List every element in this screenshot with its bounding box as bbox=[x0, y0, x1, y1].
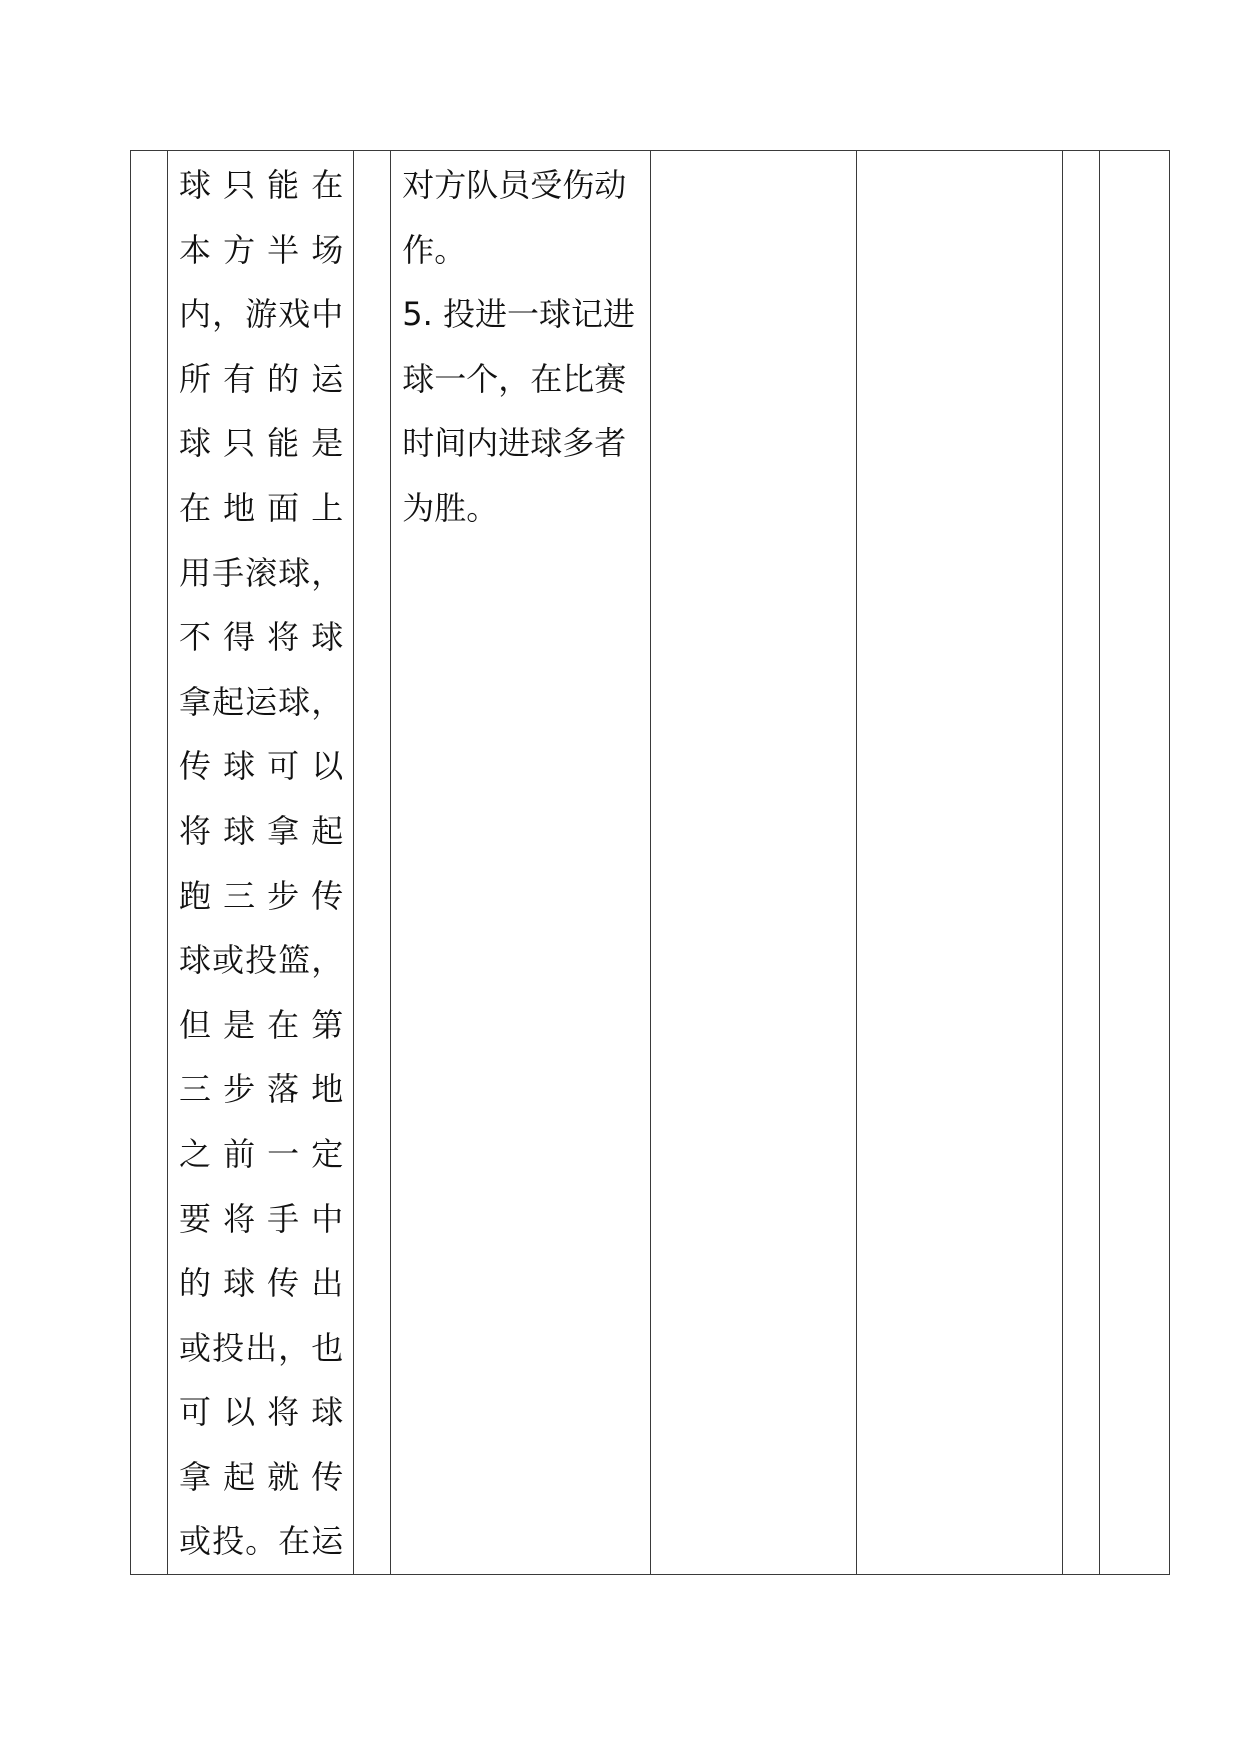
text-line: 或投。在运 bbox=[179, 1522, 344, 1561]
text-line: 球或投篮， bbox=[179, 941, 344, 980]
table-row bbox=[131, 151, 1170, 1575]
text-line: 所有的运 bbox=[179, 359, 344, 398]
text-line: 三步落地 bbox=[179, 1070, 344, 1109]
table-cell-col7 bbox=[1062, 151, 1099, 1575]
text-line: 拿起就传 bbox=[179, 1457, 344, 1496]
text-line: 用手滚球， bbox=[179, 553, 344, 592]
lesson-table bbox=[130, 150, 1170, 1575]
text-line: 对方队员受伤动 bbox=[402, 166, 627, 204]
text-line: 跑三步传 bbox=[179, 876, 344, 915]
table-cell-col2 bbox=[168, 151, 354, 1575]
text-line: 之前一定 bbox=[179, 1134, 344, 1173]
table-cell-col4 bbox=[391, 151, 651, 1575]
table-cell-col8 bbox=[1099, 151, 1169, 1575]
table-cell-col5 bbox=[651, 151, 856, 1575]
text-line: 或投出，也 bbox=[179, 1328, 344, 1367]
rules-text bbox=[168, 153, 353, 1574]
text-line: 在地面上 bbox=[179, 488, 344, 527]
text-line: 要将手中 bbox=[179, 1199, 344, 1238]
table-cell-col6 bbox=[856, 151, 1062, 1575]
text-line: 但是在第 bbox=[179, 1005, 344, 1044]
text-line: 球只能在 bbox=[179, 166, 344, 204]
text-line: 5. 投进一球记进 bbox=[402, 295, 635, 334]
text-line: 本方半场 bbox=[179, 230, 344, 269]
text-line: 球只能是 bbox=[179, 424, 344, 463]
text-line: 传球可以 bbox=[179, 747, 344, 786]
text-line: 为胜。 bbox=[402, 488, 499, 527]
text-line: 拿起运球， bbox=[179, 682, 344, 721]
table-cell-col3 bbox=[354, 151, 391, 1575]
text-line: 可以将球 bbox=[179, 1393, 344, 1432]
text-line: 不得将球 bbox=[179, 618, 344, 657]
text-line: 的球传出 bbox=[179, 1264, 344, 1303]
text-line: 内，游戏中 bbox=[179, 295, 344, 334]
scoring-text bbox=[391, 153, 650, 541]
text-line: 作。 bbox=[402, 230, 467, 269]
text-line: 球一个，在比赛 bbox=[402, 359, 627, 398]
table-cell-col1 bbox=[131, 151, 168, 1575]
text-line: 将球拿起 bbox=[179, 811, 344, 850]
text-line: 时间内进球多者 bbox=[402, 424, 627, 463]
